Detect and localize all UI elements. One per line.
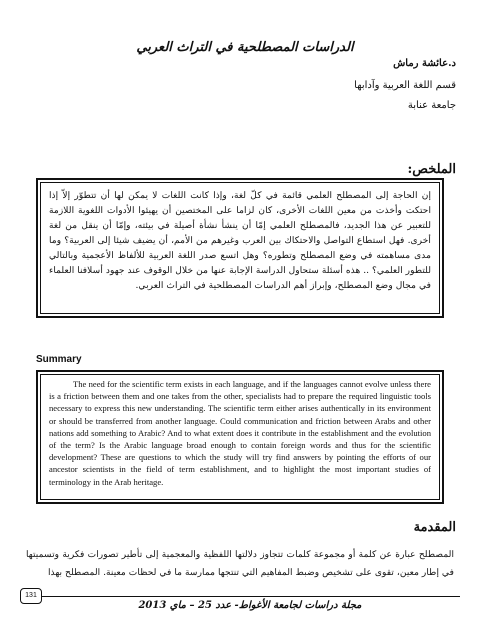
summary-heading: Summary — [36, 354, 82, 365]
paper-title: الدراسات المصطلحية في التراث العربي — [136, 40, 354, 55]
introduction-text: المصطلح عبارة عن كلمة أو مجموعة كلمات تتجاوز دلالتها اللفظية والمعجمية إلى تأطير تصورات فكرية وتسميتها في إطار معين، تقوى على تشخيص وضبط المفاهيم التي تنتجها ممارسة ما في لحظات معينة. المصطلح بهذا — [26, 549, 454, 578]
arabic-abstract-box — [36, 178, 444, 318]
author-university: جامعة عنابة — [407, 100, 456, 111]
journal-footer: مجلة دراسات لجامعة الأغواط- عدد 25 – ماي 2013 — [138, 600, 362, 611]
english-summary-box — [36, 370, 444, 504]
author-name: د.عائشة رماش — [393, 58, 456, 69]
arabic-abstract-heading: الملخص: — [407, 162, 456, 177]
author-department: قسم اللغة العربية وآدابها — [354, 80, 456, 91]
footer-divider — [42, 596, 460, 597]
english-summary-text: The need for the scientific term exists in each language, and if the languages cannot evolve unless there is a friction between them and one takes from the other, specialists had to prepare the required linguistic tools necessary to express this new understanding. The scientific term either arises authentically in its environment or should be transferred from another language. Could communication and friction between Arabs and other nations add something to Arabic? And to what extent does it contribute in the establishment and the evolution of the term? Is the Arabic language broad enough to contain foreign words and thus for the scientific development? These are questions to which the study will try find answers by pointing the efforts of our ancestor scientists in the field of term establishment, and to highlight the most important studies of terminology in the Arab heritage. — [40, 374, 440, 500]
page-number: 131 — [20, 588, 42, 604]
arabic-abstract-text: إن الحاجة إلى المصطلح العلمي قائمة في كلّ لغة، وإذا كانت اللغات لا يمكن لها أن تتطوّر إلاّ إذا احتكت وأخذت من معين اللغات الأخرى، كان لزاما على المختصين أن يهيئوا الأدوات اللغوية اللازمة للتعبير عن هذا الجديد، فالمصطلح العلمي إمّا أن ينشأ نشأة أصيلة في بيئته، وإمّا أن ينقل من لغة أخرى. فهل استطاع التواصل والاحتكاك بين العرب وغيرهم من الأمم، أن يضيف شيئا إلى العربية؟ وما مدى مساهمته في وضع المصطلح وتطوره؟ وهل اتسع صدر اللغة العربية للألفاظ الأعجمية وبالتالي للتطور العلمي؟ .. هذه أسئلة ستحاول الدراسة الإجابة عنها من خلال الوقوف عند جهود أسلافنا العلماء في مجال وضع المصطلح، وإبراز أهم الدراسات المصطلحية في التراث العربي. — [40, 182, 440, 314]
introduction-heading: المقدمة — [413, 520, 456, 535]
